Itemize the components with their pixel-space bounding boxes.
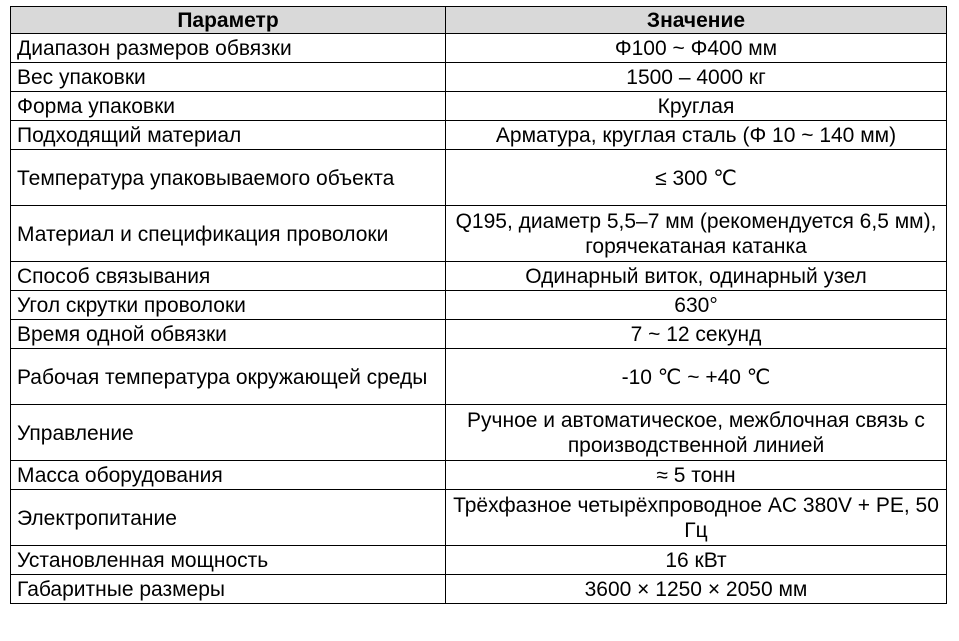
param-cell: Форма упаковки [11,92,446,121]
value-cell: ≤ 300 ℃ [446,150,947,206]
param-cell: Время одной обвязки [11,320,446,349]
param-cell: Подходящий материал [11,121,446,150]
header-value: Значение [446,7,947,34]
table-row [11,206,947,262]
table-row [11,349,947,405]
table-row [11,291,947,320]
param-cell: Материал и спецификация проволоки [11,206,446,262]
value-cell: ≈ 5 тонн [446,461,947,490]
value-cell: Одинарный виток, одинарный узел [446,262,947,291]
table-row [11,63,947,92]
value-cell: 3600 × 1250 × 2050 мм [446,575,947,604]
table-row [11,575,947,604]
value-cell: 16 кВт [446,546,947,575]
param-cell: Габаритные размеры [11,575,446,604]
table-header-row [11,7,947,34]
table-row [11,490,947,546]
param-cell: Способ связывания [11,262,446,291]
value-cell: Ручное и автоматическое, межблочная связь с производственной линией [446,405,947,461]
value-cell: Φ100 ~ Φ400 мм [446,34,947,63]
param-cell: Угол скрутки проволоки [11,291,446,320]
table-row [11,546,947,575]
table-row [11,405,947,461]
value-cell: -10 ℃ ~ +40 ℃ [446,349,947,405]
spec-table [10,6,947,604]
param-cell: Электропитание [11,490,446,546]
value-cell: Трёхфазное четырёхпроводное AC 380V + PE, 50 Гц [446,490,947,546]
value-cell: 7 ~ 12 секунд [446,320,947,349]
value-cell: 1500 – 4000 кг [446,63,947,92]
param-cell: Вес упаковки [11,63,446,92]
table-row [11,320,947,349]
table-row [11,34,947,63]
param-cell: Управление [11,405,446,461]
value-cell: Арматура, круглая сталь (Φ 10 ~ 140 мм) [446,121,947,150]
value-cell: Круглая [446,92,947,121]
param-cell: Рабочая температура окружающей среды [11,349,446,405]
table-row [11,262,947,291]
table-row [11,150,947,206]
header-param: Параметр [11,7,446,34]
value-cell: 630° [446,291,947,320]
table-row [11,461,947,490]
param-cell: Установленная мощность [11,546,446,575]
table-row [11,92,947,121]
param-cell: Температура упаковываемого объекта [11,150,446,206]
param-cell: Диапазон размеров обвязки [11,34,446,63]
value-cell: Q195, диаметр 5,5–7 мм (рекомендуется 6,5 мм), горячекатаная катанка [446,206,947,262]
table-row [11,121,947,150]
param-cell: Масса оборудования [11,461,446,490]
